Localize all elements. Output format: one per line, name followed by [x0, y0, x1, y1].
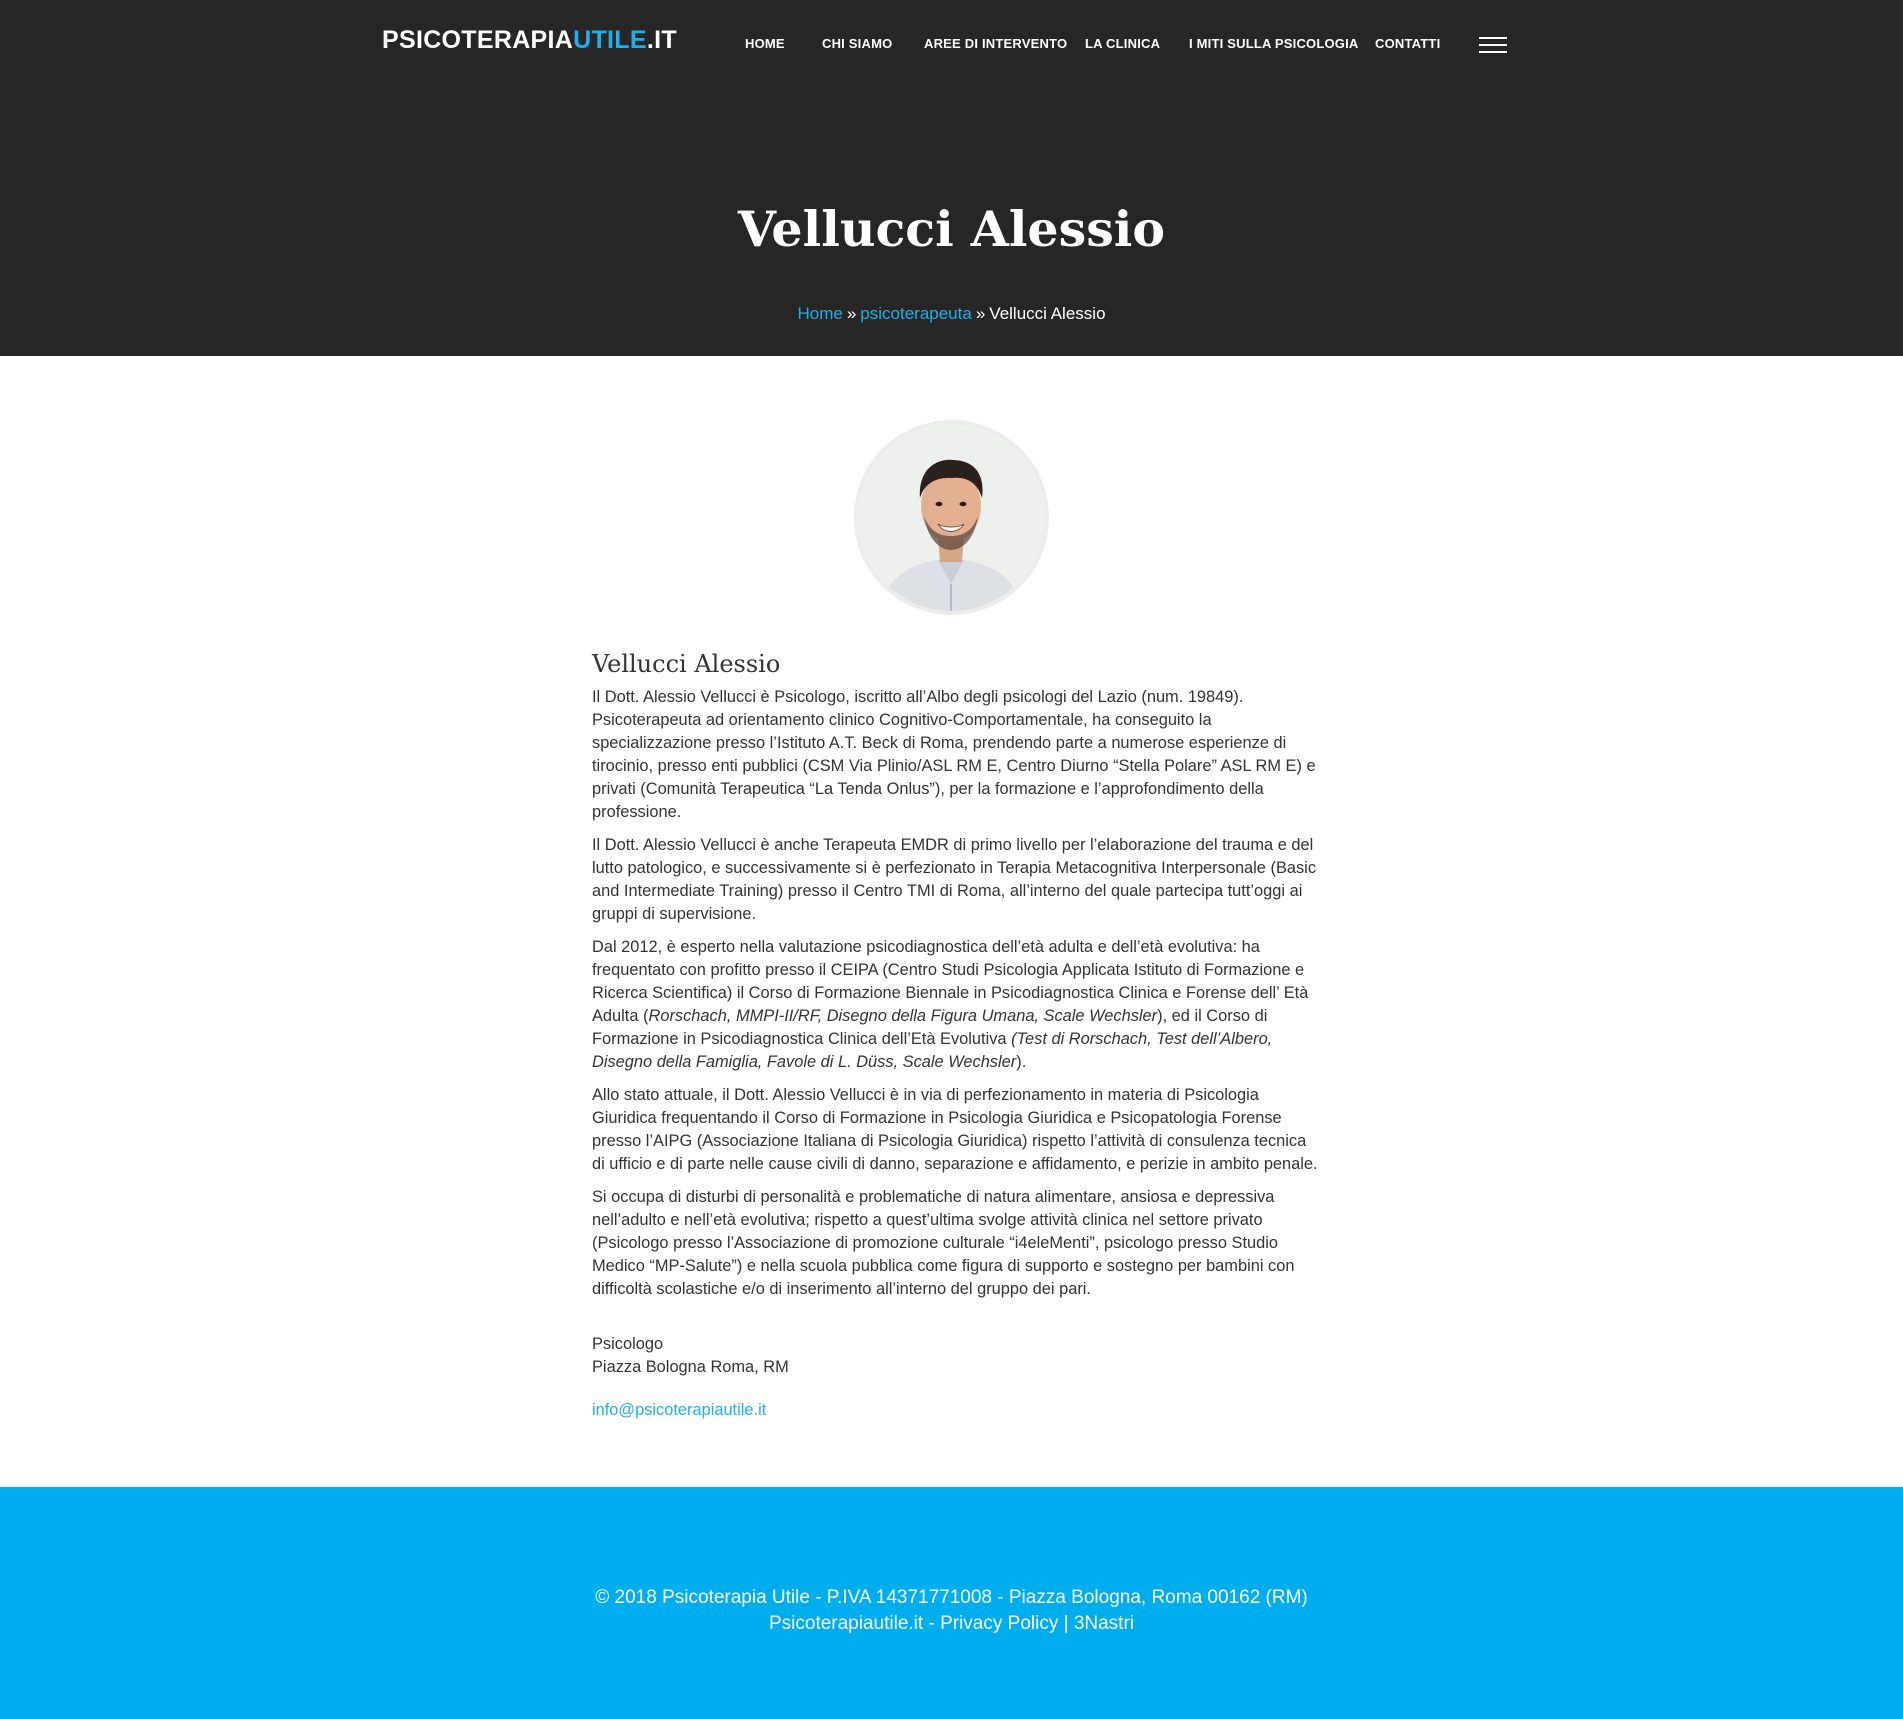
- breadcrumb-category-link[interactable]: psicoterapeuta: [860, 304, 972, 323]
- bio-paragraph-3-text: ).: [1016, 1053, 1027, 1071]
- profile-address: Piazza Bologna Roma, RM: [592, 1358, 789, 1376]
- bio-paragraph-3-text: Dal 2012, è esperto nella valutazione psicodiagnostica dell’età adulta e dell’età evolutiva: ha frequentato con profitto presso il CEIPA (Centro Studi Psicologia Applicata Istituto di Formazione e Ricerca Scientifica) il Corso di Formazione Biennale in Psicodiagnostica Clinica e Forense dell’ Età Adulta (: [592, 938, 1309, 1025]
- breadcrumb: [0, 304, 1903, 324]
- bio-paragraph-5: Si occupa di disturbi di personalità e problematiche di natura alimentare, ansiosa e depressiva nell’adulto e nell’età evolutiva; rispetto a quest’ultima svolge attività clinica nel settore privato (Psicologo presso l’Associazione di promozione culturale “i4eleMenti”, psicologo presso Studio Medico “MP-Salute”) e nella scuola pubblica come figura di supporto e sostegno per bambini con difficoltà scolastiche e/o di inserimento all’interno del gruppo dei pari.: [592, 1188, 1295, 1298]
- footer-links: [0, 1613, 1903, 1635]
- bio-paragraph-3-tests-adult: Rorschach, MMPI-II/RF, Disegno della Figura Umana, Scale Wechsler: [648, 1007, 1158, 1025]
- bio-paragraph-2: Il Dott. Alessio Vellucci è anche Terapeuta EMDR di primo livello per l’elaborazione del trauma e del lutto patologico, e successivamente si è perfezionato in Terapia Metacognitiva Interpersonale (Basic and Intermediate Training) presso il Centro TMI di Roma, all’interno del quale partecipa tutt’oggi ai gruppi di supervisione.: [592, 836, 1317, 923]
- bio-paragraph-4: Allo stato attuale, il Dott. Alessio Vellucci è in via di perfezionamento in materia di Psicologia Giuridica frequentando il Corso di Formazione in Psicologia Giuridica e Psicopatologia Forense presso l’AIPG (Associazione Italiana di Psicologia Giuridica) rispetto l’attività di consulenza tecnica di ufficio e di parte nelle cause civili di danno, separazione e affidamento, e perizie in ambito penale.: [592, 1086, 1318, 1173]
- footer-site-link[interactable]: Psicoterapiautile.it: [768, 1613, 924, 1634]
- profile-name: Vellucci Alessio: [592, 650, 781, 678]
- bio-paragraph-3: [592, 936, 1322, 1074]
- nav-item-chi-siamo[interactable]: CHI SIAMO: [822, 36, 893, 51]
- bio-paragraph-1: Il Dott. Alessio Vellucci è Psicologo, iscritto all’Albo degli psicologi del Lazio (num. 19849). Psicoterapeuta ad orientamento clinico Cognitivo-Comportamentale, ha conseguito la specializzazione presso l’Istituto A.T. Beck di Roma, prendendo parte a numerose esperienze di tirocinio, presso enti pubblici (CSM Via Plinio/ASL RM E, Centro Diurno “Stella Polare” ASL RM E) e privati (Comunità Terapeutica “La Tenda Onlus”), per la formazione e l’approfondimento della professione.: [592, 688, 1316, 821]
- bio-paragraph-3-tests-child: (Test di Rorschach, Test dell’Albero, Disegno della Famiglia, Favole di L. Düss, Scale Wechsler: [592, 1030, 1273, 1071]
- page-header: [0, 0, 1903, 356]
- breadcrumb-separator: »: [975, 304, 986, 323]
- nav-item-aree-di-intervento[interactable]: AREE DI INTERVENTO: [924, 36, 1068, 51]
- footer-separator: -: [923, 1613, 941, 1634]
- breadcrumb-current: Vellucci Alessio: [989, 304, 1106, 323]
- logo-text-accent: UTILE: [573, 26, 647, 54]
- main-navigation: [0, 36, 1903, 56]
- nav-item-la-clinica[interactable]: LA CLINICA: [1085, 36, 1161, 51]
- nav-item-contatti[interactable]: CONTATTI: [1375, 36, 1441, 51]
- email-link[interactable]: info@psicoterapiautile.it: [592, 1401, 767, 1419]
- footer-credit-link[interactable]: 3Nastri: [1073, 1613, 1135, 1634]
- contact-info: [592, 1333, 1322, 1379]
- page-title: Vellucci Alessio: [737, 200, 1166, 258]
- page-footer: [0, 1487, 1903, 1719]
- breadcrumb-home-link[interactable]: Home: [797, 304, 843, 323]
- footer-copyright: © 2018 Psicoterapia Utile - P.IVA 14371771008 - Piazza Bologna, Roma 00162 (RM): [595, 1587, 1308, 1608]
- nav-item-home[interactable]: HOME: [745, 36, 785, 51]
- profile-role: Psicologo: [592, 1335, 664, 1353]
- breadcrumb-separator: »: [846, 304, 857, 323]
- nav-item-miti-psicologia[interactable]: I MITI SULLA PSICOLOGIA: [1189, 36, 1359, 51]
- profile-content: [592, 650, 1322, 1420]
- profile-photo: [854, 420, 1049, 615]
- logo-text-main: PSICOTERAPIA: [382, 26, 574, 54]
- footer-privacy-link[interactable]: Privacy Policy: [940, 1613, 1059, 1634]
- logo-text-tld: .IT: [646, 26, 677, 54]
- hamburger-icon[interactable]: [1479, 37, 1507, 55]
- bio-paragraph-3-text: ), ed il Corso di Formazione in Psicodiagnostica Clinica dell’Età Evolutiva: [592, 1007, 1268, 1048]
- footer-separator: |: [1058, 1613, 1074, 1634]
